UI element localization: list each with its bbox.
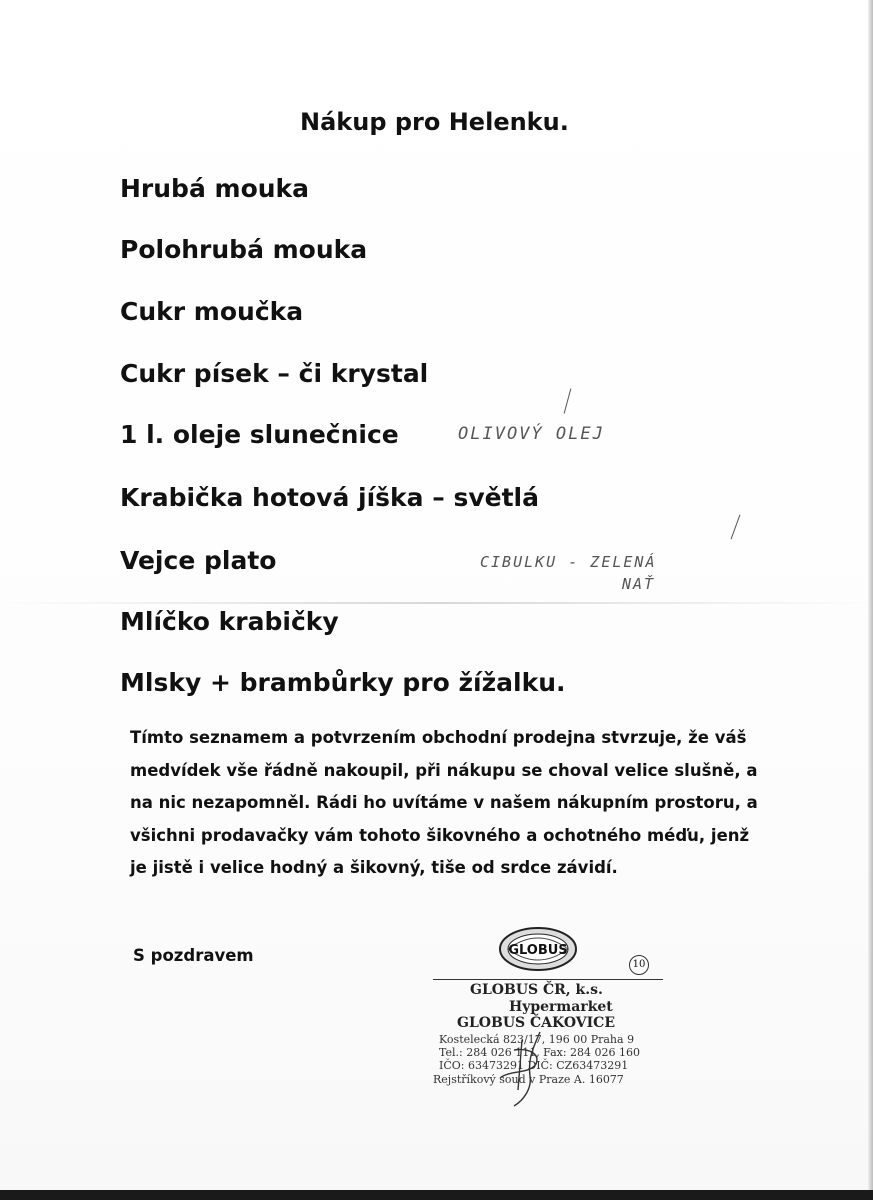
globus-logo-icon	[497, 925, 579, 973]
stamp-address: Kostelecká 823/17, 196 00 Praha 9	[439, 1033, 635, 1046]
list-item: Cukr moučka	[120, 297, 304, 326]
paragraph-line: medvídek vše řádně nakoupil, při nákupu se choval velice slušně, a	[130, 760, 758, 780]
paragraph-line: na nic nezapomněl. Rádi ho uvítáme v našem nákupním prostoru, a	[130, 793, 758, 812]
page-title: Nákup pro Helenku.	[300, 108, 569, 136]
stamp-divider	[433, 979, 663, 980]
greeting: S pozdravem	[133, 946, 254, 965]
list-item: Polohrubá mouka	[120, 235, 368, 264]
logo-text: GLOBUS	[508, 943, 568, 958]
confirmation-paragraph	[130, 722, 790, 885]
list-item: 1 l. oleje slunečnice	[120, 420, 399, 449]
handwritten-note: NAŤ	[622, 575, 656, 593]
list-item: Mlsky + brambůrky pro žížalku.	[120, 668, 566, 697]
scan-border	[0, 1190, 873, 1200]
stamp-branch: GLOBUS ČAKOVICE	[457, 1015, 615, 1031]
stamp-ids: IČO: 63473291 DIČ: CZ63473291	[439, 1059, 629, 1072]
signature	[470, 1030, 580, 1110]
list-item: Vejce plato	[120, 546, 277, 575]
stamp-type: Hypermarket	[509, 999, 613, 1015]
paragraph-line: je jistě i velice hodný a šikovný, tiše od srdce závidí.	[130, 858, 618, 877]
paragraph-line: Tímto seznamem a potvrzením obchodní prodejna stvrzuje, že váš	[130, 728, 747, 747]
list-item: Cukr písek – či krystal	[120, 359, 429, 388]
stamp-registry: Rejstříkový soud v Praze A. 16077	[433, 1073, 624, 1086]
paragraph-line: všichni prodavačky vám tohoto šikovného a ochotného méďu, jenž	[130, 825, 750, 845]
list-item: Hrubá mouka	[120, 174, 310, 203]
fold-line	[0, 602, 873, 604]
stamp-phone: Tel.: 284 026 111, Fax: 284 026 160	[439, 1046, 641, 1059]
list-item: Krabička hotová jíška – světlá	[120, 483, 539, 512]
handwritten-note: OLIVOVÝ OLEJ	[458, 424, 605, 444]
paper-edge	[868, 0, 873, 1200]
stamp-company: GLOBUS ČR, k.s.	[470, 982, 603, 998]
handwritten-note: CIBULKU - ZELENÁ	[480, 553, 657, 571]
stamp-number: 10	[629, 955, 649, 975]
list-item: Mlíčko krabičky	[120, 607, 339, 636]
